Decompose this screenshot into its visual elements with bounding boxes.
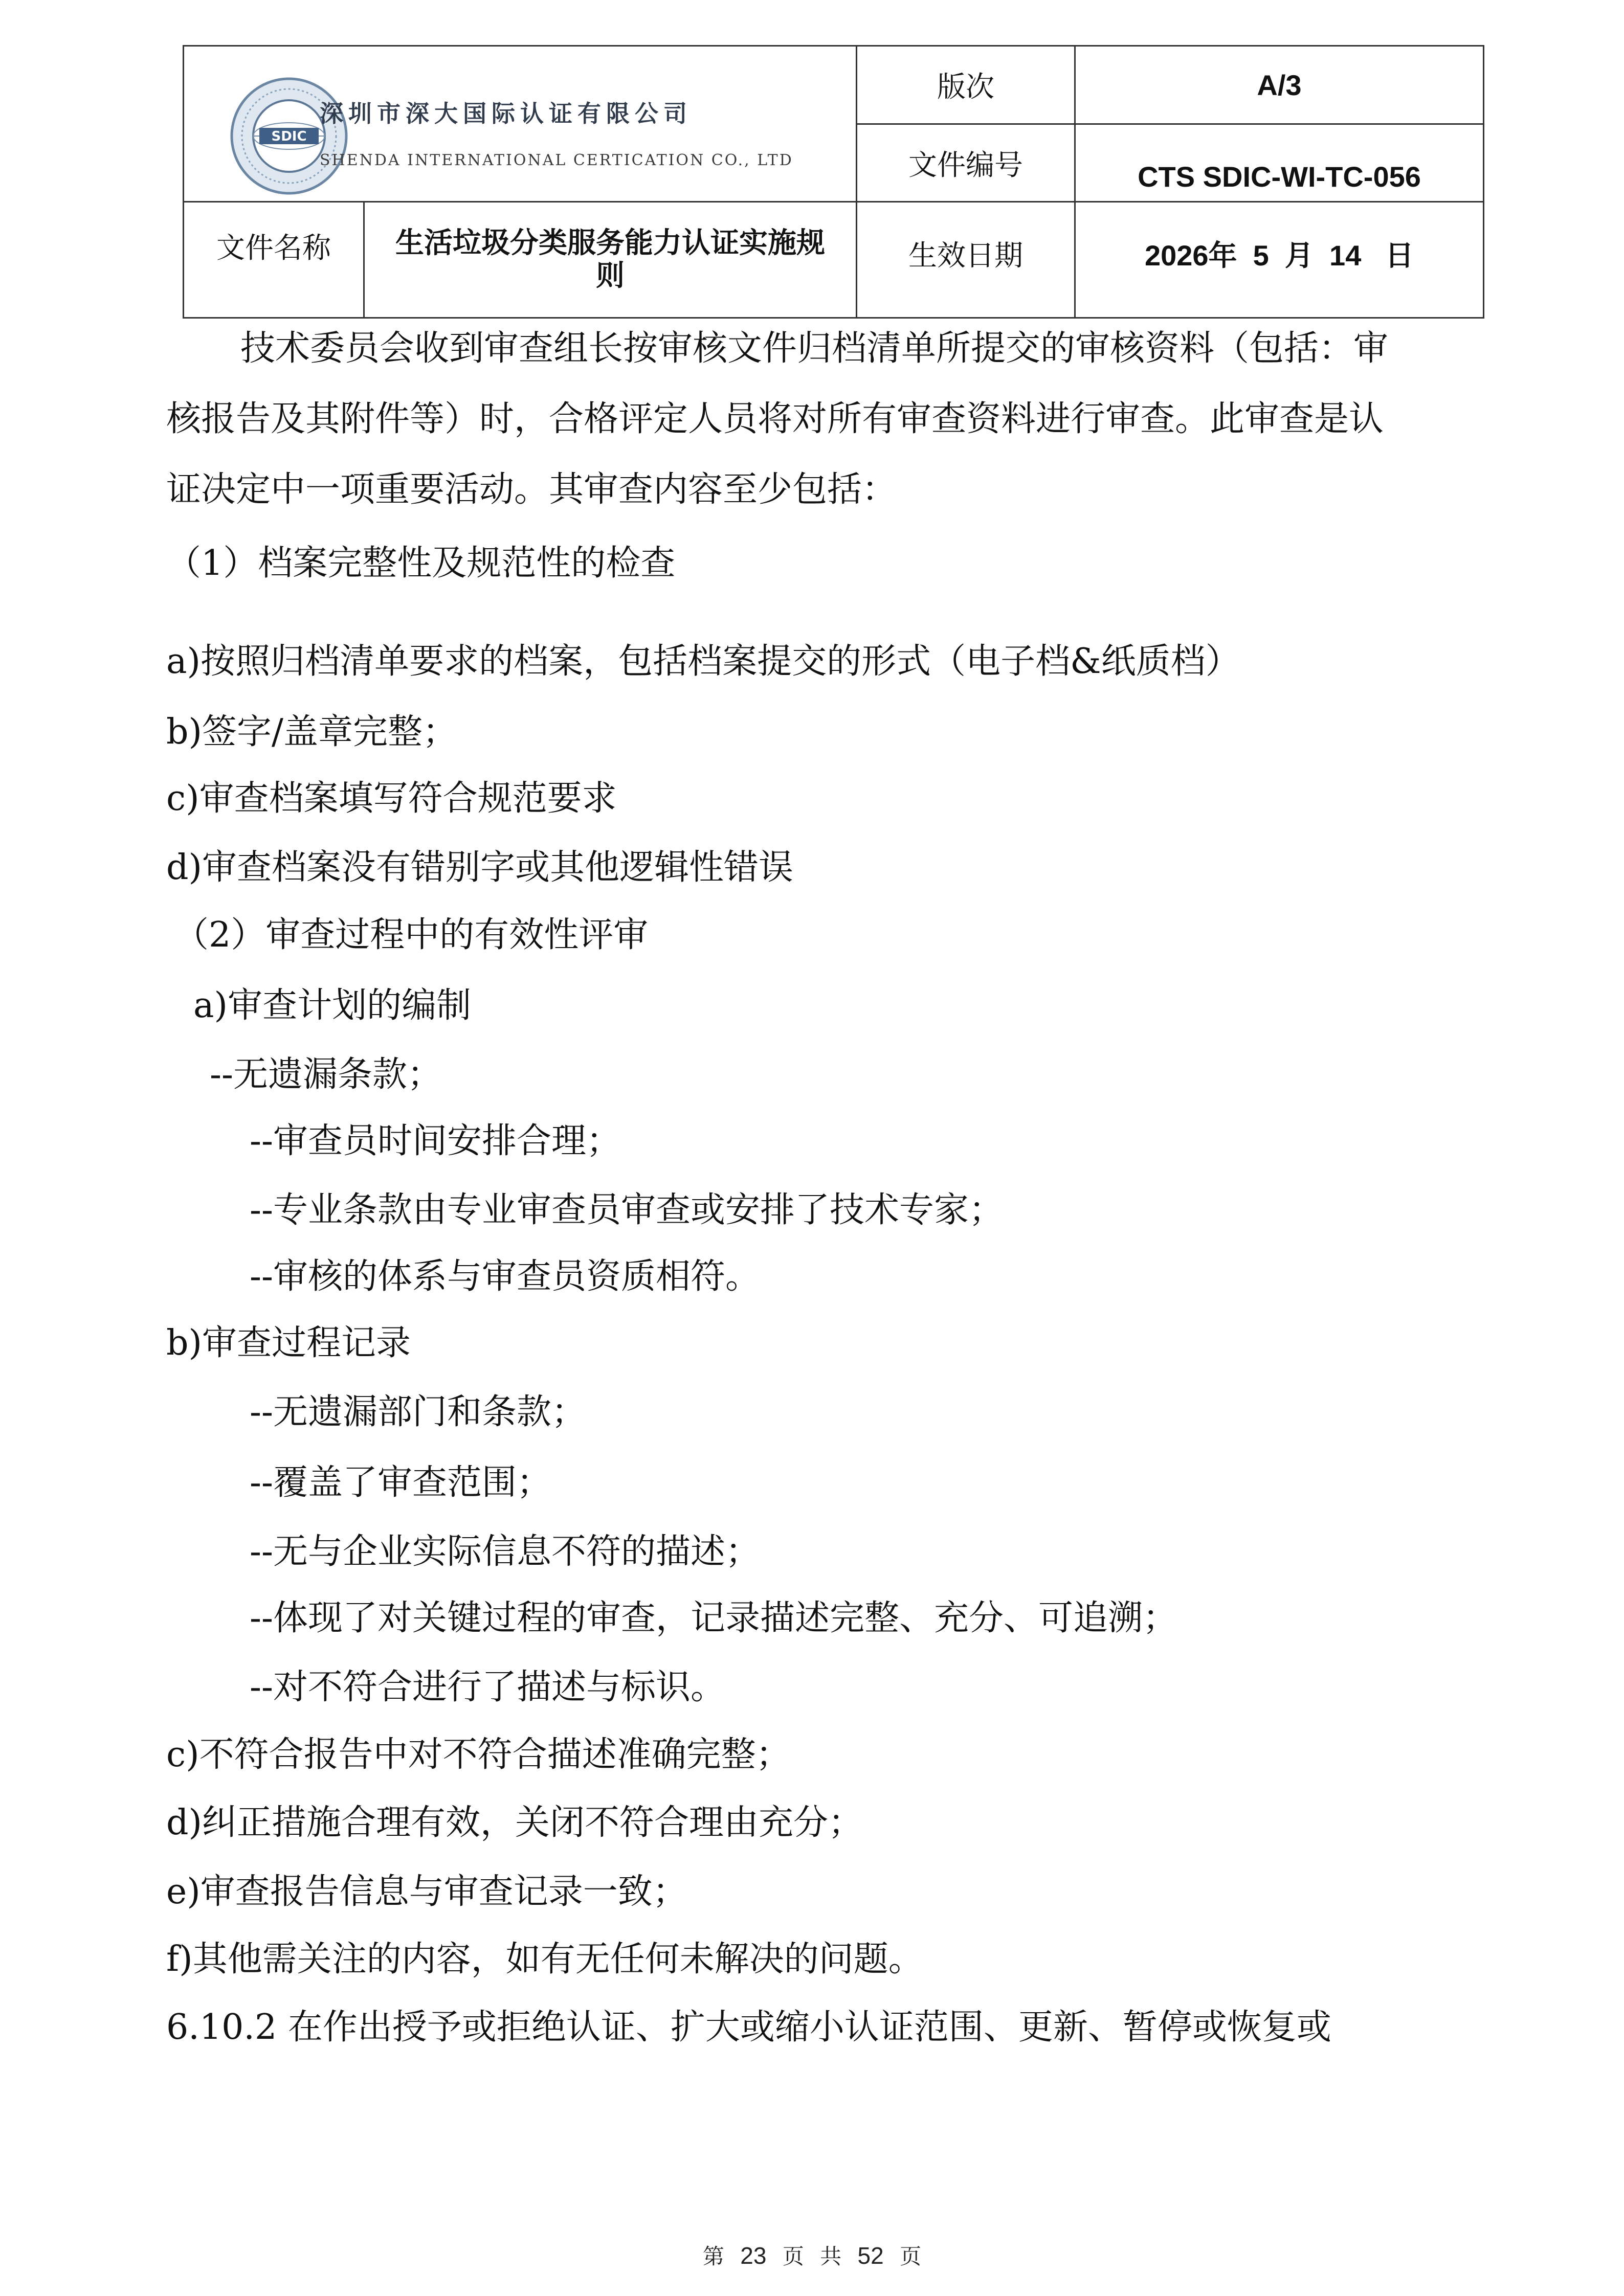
effective-date-label: 生效日期 — [908, 239, 1023, 273]
doc-name-label: 文件名称 — [216, 232, 331, 265]
footer-middle: 页 共 — [782, 2244, 842, 2269]
version-value: A/3 — [1257, 69, 1302, 101]
list-item: --覆盖了审查范围； — [250, 1462, 551, 1503]
doc-number-label: 文件编号 — [908, 148, 1023, 182]
list-item: c)审查档案填写符合规范要求 — [166, 778, 617, 819]
paragraph-line: 6.10.2 在作出授予或拒绝认证、扩大或缩小认证范围、更新、暂停或恢复或 — [166, 2007, 1331, 2047]
list-item: --专业条款由专业审查员审查或安排了技术专家； — [250, 1190, 1004, 1230]
section-heading: （2）审查过程中的有效性评审 — [174, 915, 649, 955]
document-header-table — [183, 45, 1484, 319]
list-item: b)审查过程记录 — [166, 1323, 411, 1363]
doc-name-value — [365, 202, 856, 317]
list-item: b)签字/盖章完整； — [166, 712, 457, 752]
list-item: a)审查计划的编制 — [193, 985, 472, 1026]
footer-suffix: 页 — [900, 2244, 922, 2269]
page-footer — [0, 2240, 1624, 2270]
list-item: a)按照归档清单要求的档案，包括档案提交的形式（电子档&纸质档） — [166, 641, 1240, 682]
list-item: --无遗漏部门和条款； — [250, 1392, 586, 1432]
doc-name-line-2: 则 — [596, 259, 625, 292]
list-item: c)不符合报告中对不符合描述准确完整； — [166, 1735, 791, 1775]
section-heading: （1）档案完整性及规范性的检查 — [166, 543, 676, 583]
doc-name-line-1: 生活垃圾分类服务能力认证实施规 — [395, 226, 825, 260]
footer-prefix: 第 — [702, 2244, 724, 2269]
total-pages-number: 52 — [857, 2242, 884, 2269]
list-item: d)纠正措施合理有效，关闭不符合理由充分； — [166, 1803, 863, 1843]
list-item: f)其他需关注的内容，如有无任何未解决的问题。 — [166, 1939, 923, 1979]
list-item: e)审查报告信息与审查记录一致； — [166, 1872, 687, 1912]
company-logo — [228, 75, 795, 208]
company-seal-icon — [228, 75, 350, 197]
effective-date-value: 2026年 5 月 14 日 — [1144, 239, 1414, 272]
list-item: --对不符合进行了描述与标识。 — [250, 1667, 725, 1707]
list-item: --无与企业实际信息不符的描述； — [250, 1532, 760, 1572]
doc-number-value: CTS SDIC-WI-TC-056 — [1138, 161, 1421, 193]
company-name-cn: 深圳市深大国际认证有限公司 — [320, 100, 692, 127]
version-label: 版次 — [937, 71, 994, 104]
current-page-number: 23 — [740, 2242, 767, 2269]
list-item: --体现了对关键过程的审查，记录描述完整、充分、可追溯； — [250, 1598, 1177, 1638]
list-item: --无遗漏条款； — [210, 1054, 442, 1095]
paragraph-line: 证决定中一项重要活动。其审查内容至少包括： — [166, 469, 897, 510]
seal-text: SDIC — [271, 129, 307, 144]
paragraph-line: 技术委员会收到审查组长按审核文件归档清单所提交的审核资料（包括：审 — [240, 328, 1389, 369]
list-item: --审核的体系与审查员资质相符。 — [250, 1256, 760, 1297]
list-item: d)审查档案没有错别字或其他逻辑性错误 — [166, 847, 794, 888]
paragraph-line: 核报告及其附件等）时，合格评定人员将对所有审查资料进行审查。此审查是认 — [166, 399, 1384, 439]
list-item: --审查员时间安排合理； — [250, 1121, 621, 1161]
company-name-en: SHENDA INTERNATIONAL CERTICATION CO., LTD — [320, 151, 793, 169]
